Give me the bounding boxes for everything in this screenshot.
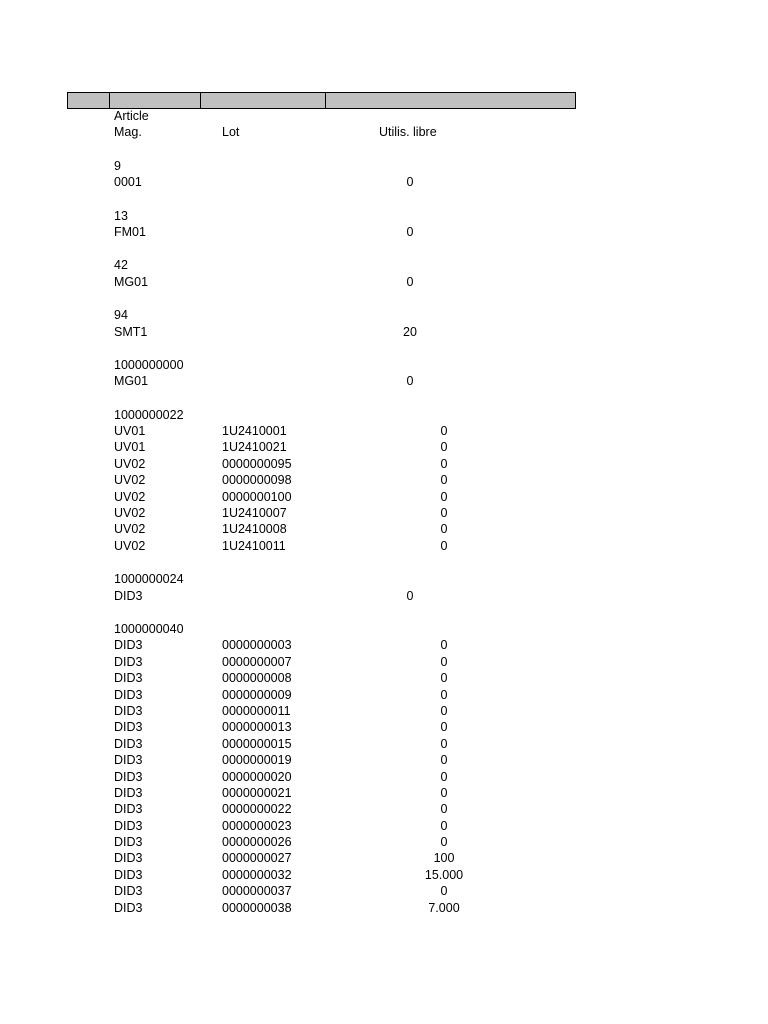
- storage-location: DID3: [114, 835, 143, 850]
- unrestricted-quantity: 0: [440, 835, 448, 850]
- spacer-row: [114, 191, 514, 208]
- storage-location: DID3: [114, 736, 143, 751]
- unrestricted-quantity: 0: [440, 802, 448, 817]
- article-number: 13: [114, 208, 128, 223]
- stock-row: [114, 769, 514, 785]
- unrestricted-quantity: 0: [440, 736, 448, 751]
- storage-location: DID3: [114, 703, 143, 718]
- lot-number: 0000000021: [222, 785, 292, 800]
- stock-row: [114, 687, 514, 703]
- lot-column-header: Lot: [222, 125, 240, 140]
- storage-location: DID3: [114, 867, 143, 882]
- lot-number: 0000000100: [222, 489, 292, 504]
- lot-number: 0000000037: [222, 884, 292, 899]
- stock-row: [114, 752, 514, 768]
- article-number: 42: [114, 258, 128, 273]
- stock-row: [114, 883, 514, 899]
- stock-row: [114, 439, 514, 455]
- lot-number: 0000000022: [222, 802, 292, 817]
- storage-location: DID3: [114, 769, 143, 784]
- article-row: [114, 307, 514, 323]
- column-header-row-2: [114, 124, 514, 140]
- storage-location: SMT1: [114, 324, 148, 339]
- lot-number: 0000000027: [222, 851, 292, 866]
- article-number: 1000000040: [114, 621, 184, 636]
- unrestricted-quantity: 0: [440, 506, 448, 521]
- storage-location: DID3: [114, 588, 143, 603]
- spacer-row: [114, 390, 514, 407]
- lot-number: 1U2410008: [222, 522, 287, 537]
- lot-number: 1U2410011: [222, 538, 286, 553]
- article-groups: [114, 141, 514, 916]
- article-row: [114, 208, 514, 224]
- unrestricted-quantity: 0: [440, 769, 448, 784]
- unrestricted-quantity: 0: [440, 638, 448, 653]
- unrestricted-quantity: 0: [440, 522, 448, 537]
- stock-row: [114, 670, 514, 686]
- stock-row: [114, 719, 514, 735]
- stock-row: [114, 818, 514, 834]
- storage-location: DID3: [114, 671, 143, 686]
- storage-location: UV02: [114, 489, 146, 504]
- unrestricted-quantity: 0: [440, 884, 448, 899]
- storage-location: DID3: [114, 884, 143, 899]
- unrestricted-quantity: 0: [440, 440, 448, 455]
- header-bar: [67, 92, 576, 109]
- lot-number: 0000000020: [222, 769, 292, 784]
- unrestricted-quantity: 7.000: [428, 900, 460, 915]
- lot-number: 0000000008: [222, 671, 292, 686]
- stock-report: [114, 108, 514, 916]
- lot-number: 1U2410007: [222, 506, 287, 521]
- lot-number: 1U2410001: [222, 424, 287, 439]
- stock-row: [114, 736, 514, 752]
- storage-location: MG01: [114, 274, 149, 289]
- lot-number: 0000000013: [222, 720, 292, 735]
- lot-number: 0000000019: [222, 753, 292, 768]
- spacer-row: [114, 554, 514, 571]
- stock-row: [114, 489, 514, 505]
- unrestricted-quantity: 0: [440, 703, 448, 718]
- unrestricted-quantity: 0: [440, 753, 448, 768]
- lot-number: 0000000095: [222, 456, 292, 471]
- lot-number: 0000000098: [222, 473, 292, 488]
- mag-column-header: Mag.: [114, 125, 142, 140]
- stock-row: [114, 274, 514, 290]
- unrestricted-quantity: 0: [440, 489, 448, 504]
- lot-number: 0000000007: [222, 654, 292, 669]
- storage-location: DID3: [114, 720, 143, 735]
- unrestricted-quantity: 0: [406, 274, 414, 289]
- storage-location: MG01: [114, 374, 149, 389]
- stock-row: [114, 637, 514, 653]
- column-header-row-1: [114, 108, 514, 124]
- lot-number: 0000000009: [222, 687, 292, 702]
- unrestricted-quantity: 0: [406, 224, 414, 239]
- storage-location: DID3: [114, 818, 143, 833]
- unrestricted-quantity: 0: [440, 671, 448, 686]
- spacer-row: [114, 604, 514, 621]
- unrestricted-quantity: 0: [406, 588, 414, 603]
- storage-location: UV02: [114, 506, 146, 521]
- stock-row: [114, 538, 514, 554]
- stock-row: [114, 174, 514, 190]
- stock-row: [114, 785, 514, 801]
- utilis-libre-column-header: Utilis. libre: [379, 125, 437, 140]
- stock-row: [114, 224, 514, 240]
- unrestricted-quantity: 0: [440, 720, 448, 735]
- article-number: 1000000024: [114, 572, 184, 587]
- article-row: [114, 621, 514, 637]
- stock-row: [114, 588, 514, 604]
- lot-number: 0000000038: [222, 900, 292, 915]
- article-number: 1000000000: [114, 357, 184, 372]
- stock-row: [114, 472, 514, 488]
- storage-location: DID3: [114, 785, 143, 800]
- storage-location: DID3: [114, 687, 143, 702]
- lot-number: 1U2410021: [222, 440, 287, 455]
- article-row: [114, 357, 514, 373]
- unrestricted-quantity: 0: [440, 654, 448, 669]
- stock-row: [114, 654, 514, 670]
- unrestricted-quantity: 15.000: [424, 867, 464, 882]
- stock-row: [114, 373, 514, 389]
- lot-number: 0000000023: [222, 818, 292, 833]
- unrestricted-quantity: 0: [440, 473, 448, 488]
- lot-number: 0000000026: [222, 835, 292, 850]
- lot-number: 0000000015: [222, 736, 292, 751]
- article-row: [114, 407, 514, 423]
- article-row: [114, 571, 514, 587]
- storage-location: DID3: [114, 900, 143, 915]
- header-cell: [326, 92, 576, 109]
- stock-row: [114, 423, 514, 439]
- article-number: 9: [114, 158, 121, 173]
- header-cell: [201, 92, 326, 109]
- stock-row: [114, 801, 514, 817]
- unrestricted-quantity: 100: [433, 851, 455, 866]
- unrestricted-quantity: 0: [440, 785, 448, 800]
- spacer-row: [114, 141, 514, 158]
- article-row: [114, 158, 514, 174]
- stock-row: [114, 703, 514, 719]
- unrestricted-quantity: 0: [440, 456, 448, 471]
- storage-location: FM01: [114, 224, 146, 239]
- article-number: 94: [114, 308, 128, 323]
- unrestricted-quantity: 0: [440, 538, 448, 553]
- storage-location: DID3: [114, 638, 143, 653]
- lot-number: 0000000011: [222, 703, 291, 718]
- lot-number: 0000000032: [222, 867, 292, 882]
- storage-location: UV02: [114, 473, 146, 488]
- stock-row: [114, 521, 514, 537]
- stock-row: [114, 324, 514, 340]
- spacer-row: [114, 340, 514, 357]
- stock-row: [114, 456, 514, 472]
- header-cell: [67, 92, 110, 109]
- unrestricted-quantity: 0: [440, 687, 448, 702]
- storage-location: UV01: [114, 440, 146, 455]
- article-number: 1000000022: [114, 407, 184, 422]
- storage-location: UV02: [114, 538, 146, 553]
- unrestricted-quantity: 0: [440, 818, 448, 833]
- spacer-row: [114, 240, 514, 257]
- stock-row: [114, 867, 514, 883]
- storage-location: DID3: [114, 802, 143, 817]
- spacer-row: [114, 290, 514, 307]
- stock-row: [114, 850, 514, 866]
- storage-location: UV02: [114, 522, 146, 537]
- storage-location: UV01: [114, 424, 146, 439]
- unrestricted-quantity: 20: [403, 324, 417, 339]
- storage-location: DID3: [114, 753, 143, 768]
- storage-location: DID3: [114, 654, 143, 669]
- storage-location: 0001: [114, 175, 142, 190]
- lot-number: 0000000003: [222, 638, 292, 653]
- stock-row: [114, 834, 514, 850]
- header-cell: [110, 92, 201, 109]
- storage-location: DID3: [114, 851, 143, 866]
- article-row: [114, 257, 514, 273]
- storage-location: UV02: [114, 456, 146, 471]
- stock-row: [114, 505, 514, 521]
- article-column-header: Article: [114, 109, 149, 123]
- stock-row: [114, 900, 514, 916]
- unrestricted-quantity: 0: [406, 175, 414, 190]
- unrestricted-quantity: 0: [440, 424, 448, 439]
- unrestricted-quantity: 0: [406, 374, 414, 389]
